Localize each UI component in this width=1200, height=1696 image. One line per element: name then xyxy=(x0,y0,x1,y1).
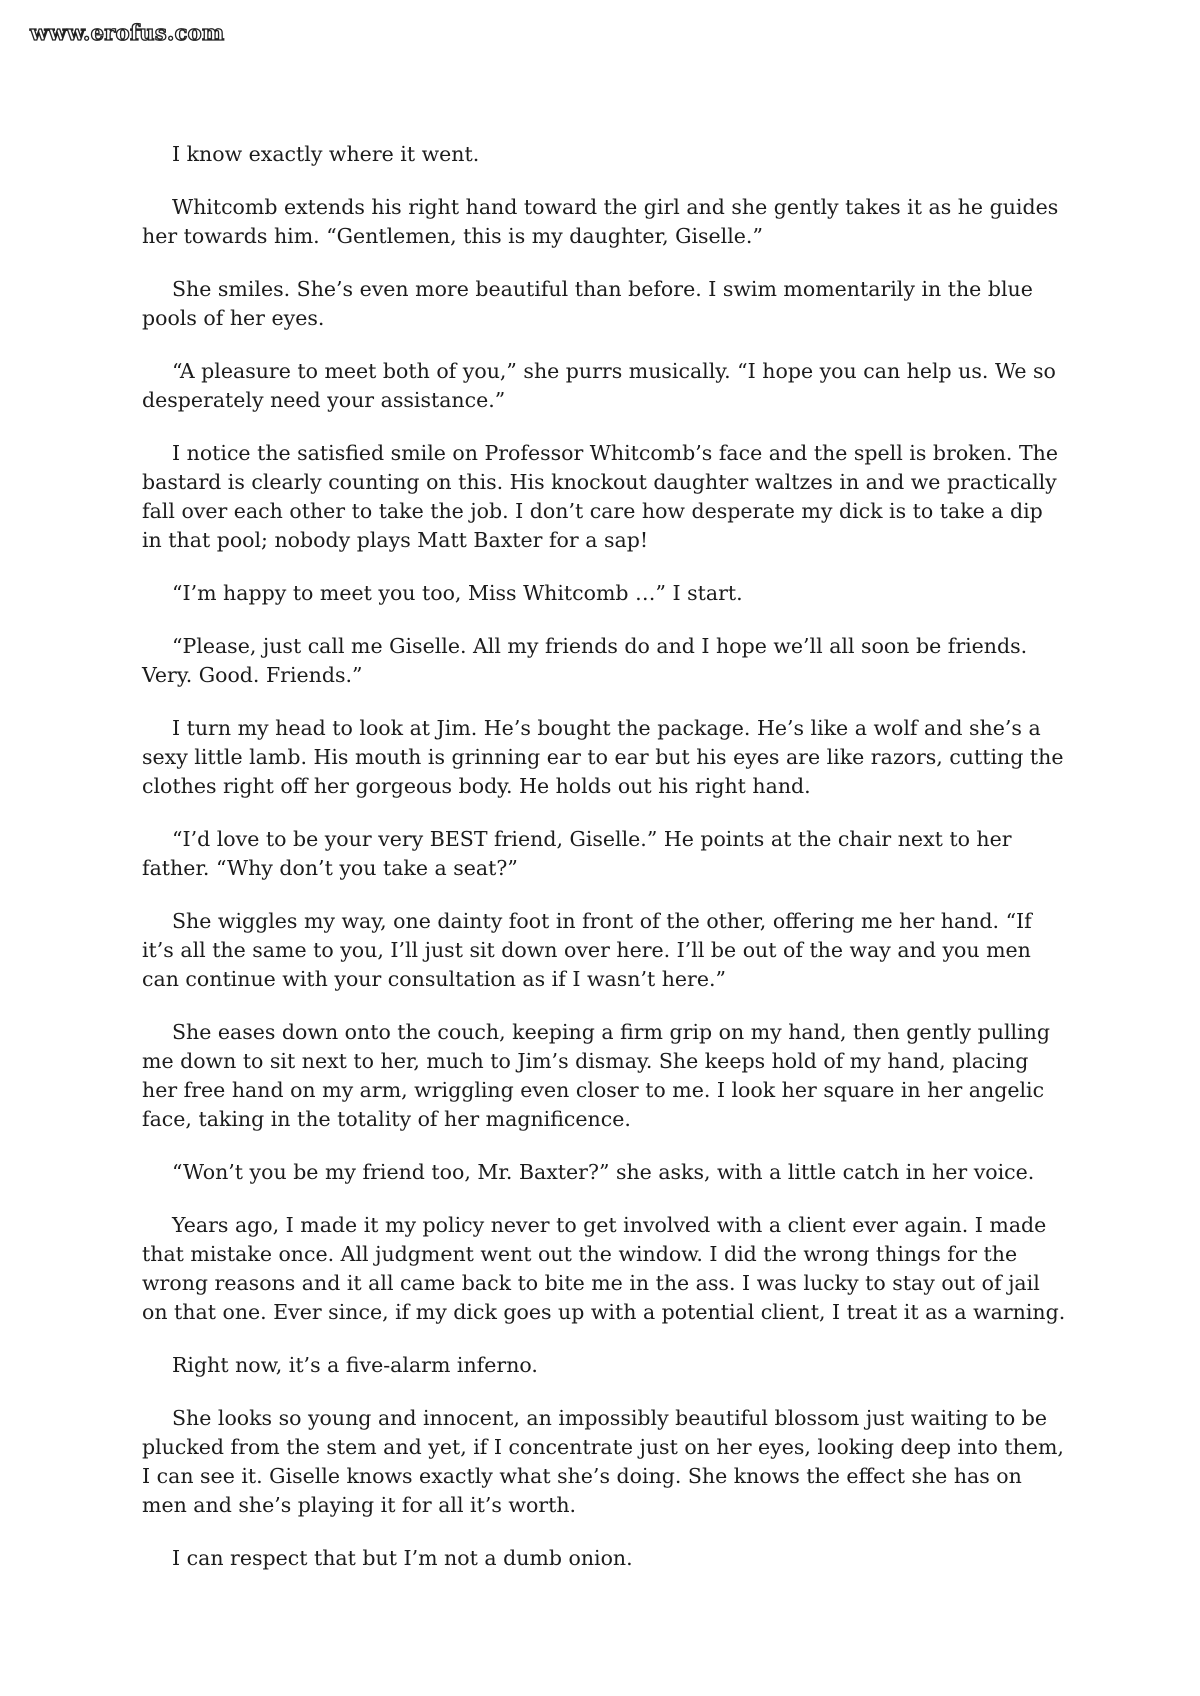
paragraph: “Won’t you be my friend too, Mr. Baxter?” she asks, with a little catch in her voice. xyxy=(172,1160,1035,1184)
paragraph: I notice the satisfied smile on Professor Whitcomb’s face and the spell is broken. The bastard is clearly counting on this. His knockout daughter waltzes in and we practically fall over each other to take the job. I don’t care how desperate my dick is to take a dip in that pool; nobody plays Matt Baxter for a sap! xyxy=(142,441,1058,552)
paragraph: “I’m happy to meet you too, Miss Whitcomb …” I start. xyxy=(172,581,743,605)
paragraph: She wiggles my way, one dainty foot in front of the other, offering me her hand. “If it’s all the same to you, I’ll just sit down over here. I’ll be out of the way and you men can continue with your consultation as if I wasn’t here.” xyxy=(142,909,1032,991)
watermark: www.erofus.com xyxy=(30,20,225,45)
paragraph: “I’d love to be your very BEST friend, Giselle.” He points at the chair next to her father. “Why don’t you take a seat?” xyxy=(142,827,1012,880)
paragraph: She smiles. She’s even more beautiful than before. I swim momentarily in the blue pools of her eyes. xyxy=(142,277,1033,330)
paragraph: Right now, it’s a five-alarm inferno. xyxy=(172,1353,538,1377)
paragraph: I know exactly where it went. xyxy=(172,142,480,166)
paragraph: She looks so young and innocent, an impossibly beautiful blossom just waiting to be plucked from the stem and yet, if I concentrate just on her eyes, looking deep into them, I can see it. Giselle knows exactly what she’s doing. She knows the effect she has on men and she’s playing it for all it’s worth. xyxy=(142,1406,1064,1517)
paragraph: “A pleasure to meet both of you,” she purrs musically. “I hope you can help us. We so desperately need your assistance.” xyxy=(142,359,1056,412)
page-text xyxy=(142,140,1067,1597)
paragraph: Whitcomb extends his right hand toward the girl and she gently takes it as he guides her towards him. “Gentlemen, this is my daughter, Giselle.” xyxy=(142,195,1059,248)
paragraph: I turn my head to look at Jim. He’s bought the package. He’s like a wolf and she’s a sexy little lamb. His mouth is grinning ear to ear but his eyes are like razors, cutting the clothes right off her gorgeous body. He holds out his right hand. xyxy=(142,716,1064,798)
paragraph: She eases down onto the couch, keeping a firm grip on my hand, then gently pulling me down to sit next to her, much to Jim’s dismay. She keeps hold of my hand, placing her free hand on my arm, wriggling even closer to me. I look her square in her angelic face, taking in the totality of her magnificence. xyxy=(142,1020,1050,1131)
paragraph: I can respect that but I’m not a dumb onion. xyxy=(172,1546,633,1570)
paragraph: Years ago, I made it my policy never to get involved with a client ever again. I made that mistake once. All judgment went out the window. I did the wrong things for the wrong reasons and it all came back to bite me in the ass. I was lucky to stay out of jail on that one. Ever since, if my dick goes up with a potential client, I treat it as a warning. xyxy=(142,1213,1066,1324)
paragraph: “Please, just call me Giselle. All my friends do and I hope we’ll all soon be friends. Very. Good. Friends.” xyxy=(142,634,1028,687)
